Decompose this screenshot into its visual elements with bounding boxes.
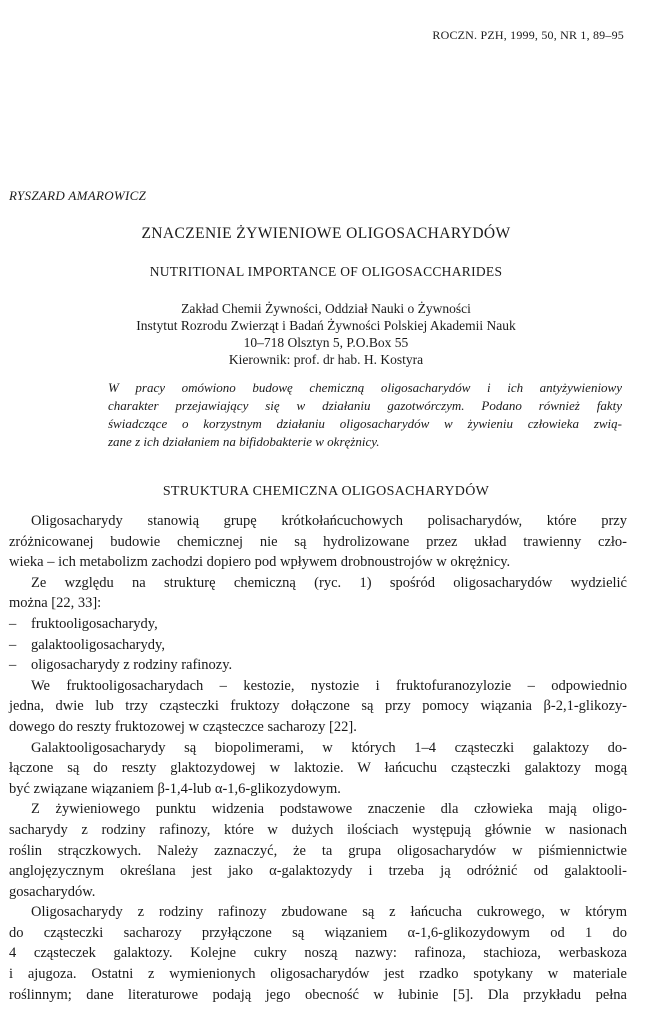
journal-reference: ROCZN. PZH, 1999, 50, NR 1, 89–95 — [432, 28, 624, 42]
paragraph-line: gosacharydów. — [9, 883, 96, 900]
paragraph-line: można [22, 33]: — [9, 595, 102, 612]
paragraph-line: łączone są do reszty glaktozydowej w laktozie. W łańcuchu cząsteczki galaktozy mogą — [9, 760, 627, 777]
body-text — [9, 511, 627, 1005]
list-item — [9, 614, 627, 635]
abstract-line: świadczące o korzystnym działaniu oligosacharydów w żywieniu człowieka zwią- — [108, 416, 622, 431]
list-item-text: fruktooligosacharydy, — [31, 615, 158, 632]
affiliation-line: Zakład Chemii Żywności, Oddział Nauki o Żywności — [181, 301, 471, 316]
list-item-text: oligosacharydy z rodziny rafinozy. — [31, 657, 233, 674]
abstract — [108, 379, 622, 451]
paragraph-line: wieka – ich metabolizm zachodzi dopiero pod wpływem drobnoustrojów w okrężnicy. — [9, 554, 511, 571]
affiliation-line: 10–718 Olsztyn 5, P.O.Box 55 — [243, 335, 409, 350]
paragraph-line: anglojęzycznym określana jest jako α-galaktozydy i trzeba ją odróżnić od galaktooli- — [9, 863, 627, 880]
paragraph-line: Ze względu na strukturę chemiczną (ryc. 1) spośród oligosacharydów wydzielić — [31, 574, 627, 591]
abstract-line: W pracy omówiono budowę chemiczną oligosacharydów i ich antyżywieniowy — [108, 380, 622, 395]
paragraph-line: i ajugoza. Ostatni z wymienionych oligosacharydów jest rzadko spotykany w materiale — [9, 966, 627, 983]
paragraph-line: roślinnym; dane literaturowe podają jego obecność w łubinie [5]. Dla przykładu pełna — [9, 986, 627, 1003]
paragraph-line: jedna, dwie lub trzy cząsteczki fruktozy dołączone są przy pomocy wiązania β-2,1-glikozy- — [9, 698, 627, 715]
list-item-text: galaktooligosacharydy, — [31, 636, 165, 653]
affiliation-line: Kierownik: prof. dr hab. H. Kostyra — [228, 352, 424, 367]
article-title: ZNACZENIE ŻYWIENIOWE OLIGOSACHARYDÓW — [141, 225, 511, 242]
list-item — [9, 635, 627, 656]
paragraph-line: do cząsteczki sacharozy przyłączone są wiązaniem α-1,6-glikozydowym od 1 do — [9, 924, 627, 941]
affiliation-block — [0, 300, 652, 368]
paragraph-line: sacharydy z rodziny rafinozy, które w dużych ilościach występują głównie w nasionach — [9, 821, 627, 838]
affiliation-line: Instytut Rozrodu Zwierząt i Badań Żywności Polskiej Akademii Nauk — [136, 318, 516, 333]
paragraph-line: Oligosacharydy stanowią grupę krótkołańcuchowych polisacharydów, które przy — [31, 513, 627, 529]
article-subtitle: NUTRITIONAL IMPORTANCE OF OLIGOSACCHARIDES — [149, 264, 503, 279]
author-name: RYSZARD AMAROWICZ — [9, 188, 147, 203]
paragraph-line: We fruktooligosacharydach – kestozie, nystozie i fruktofuranozylozie – odpowiednio — [31, 677, 627, 694]
paragraph-line: roślin strączkowych. Należy zaznaczyć, że ta grupa oligosacharydów w piśmiennictwie — [9, 842, 627, 859]
abstract-line: charakter przejawiający się w działaniu gazotwórczym. Podano również fakty — [108, 398, 622, 413]
abstract-line: zane z ich działaniem na bifidobakterie w okrężnicy. — [108, 434, 380, 449]
list-dash: – — [9, 657, 17, 674]
paragraph-line: Z żywieniowego punktu widzenia podstawowe znaczenie dla człowieka mają oligo- — [31, 801, 627, 818]
list-dash: – — [9, 636, 17, 653]
paragraph-line: dowego do reszty fruktozowej w cząsteczce sacharozy [22]. — [9, 718, 357, 735]
paragraph-line: 4 cząsteczek galaktozy. Kolejne cukry noszą nazwy: rafinoza, stachioza, werbaskoza — [9, 945, 627, 962]
paragraph-line: Oligosacharydy z rodziny rafinozy zbudowane są z łańcucha cukrowego, w którym — [31, 904, 627, 921]
list-item — [9, 655, 627, 676]
list-dash: – — [9, 615, 17, 632]
section-heading: STRUKTURA CHEMICZNA OLIGOSACHARYDÓW — [162, 484, 490, 499]
paragraph-line: zróżnicowanej budowie chemicznej nie są hydrolizowane przez układ trawienny czło- — [9, 533, 627, 550]
paragraph-line: być związane wiązaniem β-1,4-lub α-1,6-glikozydowym. — [9, 780, 341, 797]
paragraph-line: Galaktooligosacharydy są biopolimerami, w których 1–4 cząsteczki galaktozy do- — [31, 739, 627, 756]
